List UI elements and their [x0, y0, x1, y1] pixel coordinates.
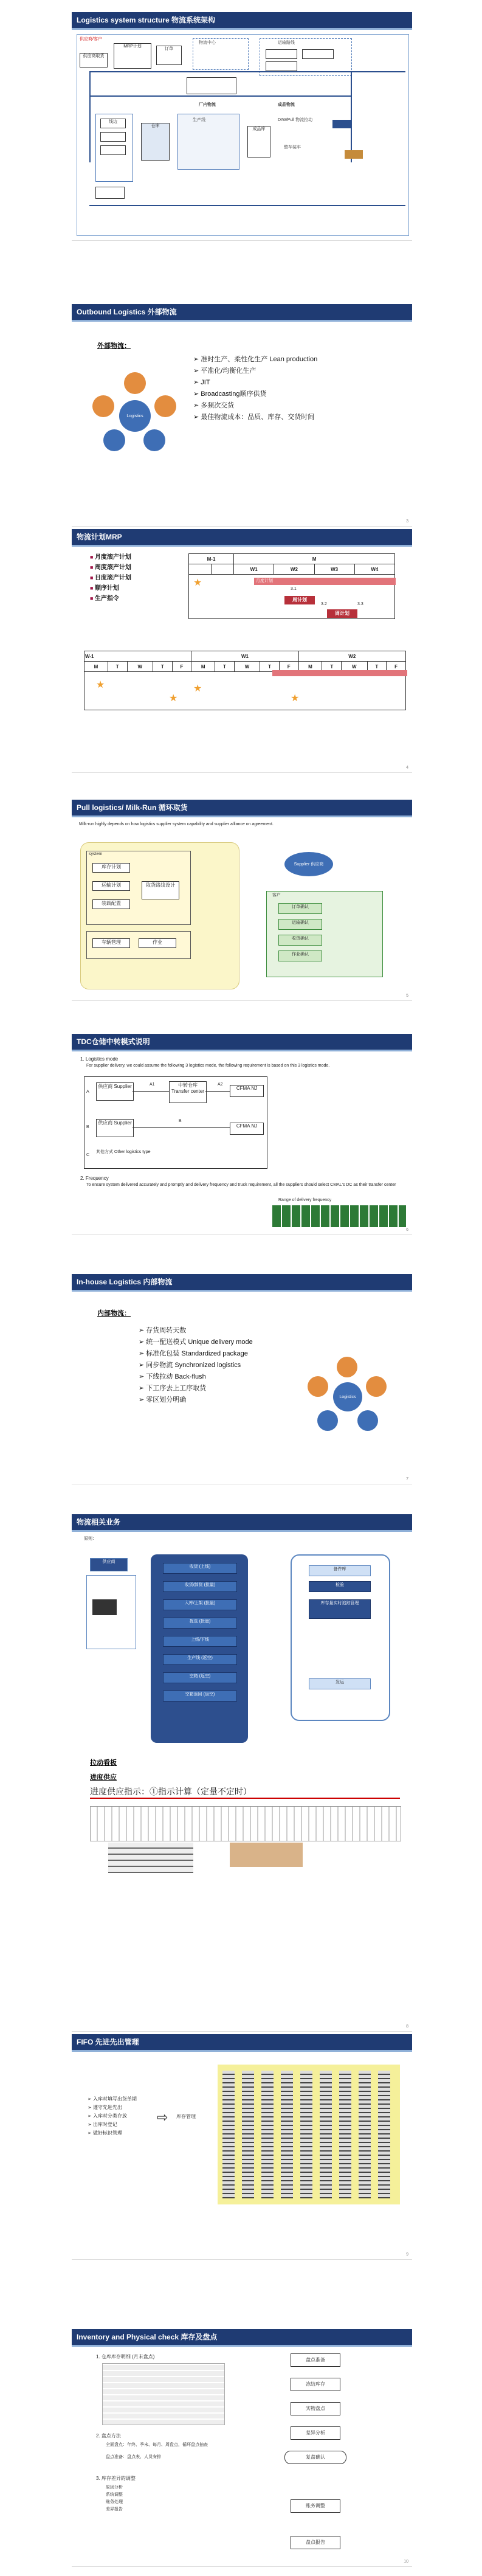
section-subtitle: 外部物流：	[97, 342, 131, 350]
cycle-circle-top	[124, 372, 146, 394]
list-item: ■ 顺序计划	[90, 583, 131, 594]
label-loading: 整车装车	[284, 145, 301, 150]
line-side-box-2	[100, 132, 126, 142]
mode-label: B	[86, 1125, 89, 1129]
flow-step: 盘点报告	[291, 2536, 340, 2549]
gantt-day	[84, 651, 406, 710]
slide-business	[72, 1514, 412, 2032]
line-h1	[89, 71, 405, 72]
process-step: 上线/下线	[163, 1636, 237, 1647]
gantt-header: M-1	[189, 554, 234, 564]
bar-label: 3.2	[321, 602, 327, 606]
process-step: 入库/上架 (批量)	[163, 1599, 237, 1610]
list-item: ➢ 遵守先进先出	[88, 2103, 137, 2112]
arrow-a1: A1	[150, 1082, 155, 1087]
list-item: ➢ 下线拉动 Back-flush	[139, 1371, 253, 1383]
box-mrp: MRP计划	[114, 43, 151, 69]
gantt-cell	[212, 564, 234, 575]
page-number: 6	[406, 1228, 408, 1232]
rack	[222, 2071, 235, 2198]
list-item: ➢ 最佳物流成本：品质、库存、交货时间	[193, 412, 317, 423]
supplier-box-b: 供应商 Supplier	[96, 1119, 134, 1137]
step-order: 订单确认	[278, 903, 322, 914]
rack	[261, 2071, 274, 2198]
right-step: 检验	[309, 1581, 371, 1592]
headline: 进度供应指示：①指示计算（定量不定时）	[90, 1785, 400, 1799]
mid-box-1	[187, 77, 236, 94]
truck-icon	[332, 120, 351, 128]
step-ops: 作业确认	[278, 950, 322, 961]
p1-heading: 1. 仓库库存明细 (月末盘点)	[96, 2354, 155, 2360]
mode-label: A	[86, 1090, 89, 1094]
gantt-day: T	[108, 662, 127, 672]
line-v1	[89, 71, 91, 162]
progress-strip	[90, 1806, 401, 1841]
flow-loading: 装载配置	[92, 899, 130, 909]
label-inhouse: 厂内物流	[199, 103, 216, 107]
gantt-day: M	[298, 662, 322, 672]
star-icon: ★	[193, 684, 202, 694]
list-item: ➢ 出库时登记	[88, 2121, 137, 2129]
line-a2	[205, 1091, 230, 1092]
p3-item: 系统调整	[106, 2493, 123, 2497]
gantt-cell	[189, 564, 212, 575]
arrow-right-icon: ⇨	[157, 2110, 168, 2125]
gantt-week: W1	[234, 564, 274, 575]
right-step: 库存量实时追踪管理	[309, 1599, 371, 1619]
cycle-circle-right	[366, 1376, 387, 1397]
gantt-header: W1	[191, 651, 298, 662]
gantt-header: W-1	[84, 651, 191, 662]
line-h3	[89, 205, 405, 206]
section-subtitle: 内部物流：	[97, 1310, 131, 1317]
step-transport: 运输确认	[278, 919, 322, 930]
page-number: 10	[404, 2560, 408, 2564]
p3-item: 账务处理	[106, 2500, 123, 2504]
list-item: ■ 月度滚产计划	[90, 552, 131, 563]
ship-icon	[345, 150, 363, 159]
page-number: 7	[406, 1477, 408, 1481]
page-number: 4	[406, 766, 408, 770]
fifo-list	[88, 2095, 137, 2138]
group-production	[177, 114, 239, 170]
line-v2	[351, 71, 352, 162]
list-item: ➢ 做好标识管理	[88, 2129, 137, 2138]
flow-step: 差异分析	[291, 2426, 340, 2440]
list-item: ➢ 多频次交货	[193, 400, 317, 412]
gantt-day: W	[234, 662, 260, 672]
box-warehouse: 仓库	[141, 123, 170, 161]
gantt-month	[188, 553, 395, 619]
inventory-label: 库存管理	[176, 2114, 196, 2119]
page-number: 9	[406, 2252, 408, 2257]
route-box-3	[266, 61, 297, 71]
cycle-circle-br	[143, 429, 165, 451]
star-icon: ★	[193, 578, 202, 588]
step-receive: 收货确认	[278, 935, 322, 946]
gantt-day: F	[172, 662, 191, 672]
line-a1	[133, 1091, 169, 1092]
architecture-frame	[77, 34, 409, 236]
p2-item: 盘点准备：盘点表、人员安排	[106, 2455, 161, 2459]
list-item: ➢ 准时生产、柔性化生产 Lean production	[193, 354, 317, 365]
description: Milk-run highly depends on how logistics supplier system capability and supplier alliance on agreement.	[79, 822, 274, 826]
label-route: 运输路线	[278, 41, 295, 45]
label-center: 物流中心	[199, 41, 216, 45]
gantt-week: W3	[314, 564, 354, 575]
slide-title: TDC仓储中转模式说明	[72, 1034, 412, 1051]
flow-step: 实物盘点	[291, 2402, 340, 2415]
flow-route-design: 取货路线设计	[142, 881, 179, 899]
cycle-circle-left	[92, 395, 114, 417]
slide-title: FIFO 先进先出管理	[72, 2034, 412, 2052]
cycle-circle-br	[357, 1410, 378, 1431]
right-step: 发运	[309, 1678, 371, 1689]
bar-weekly-1: 周计划	[284, 596, 315, 604]
gantt-day: T	[153, 662, 172, 672]
list-item: ■ 日度滚产计划	[90, 573, 131, 583]
page-number: 8	[406, 2024, 408, 2029]
right-step: 备件库	[309, 1565, 371, 1576]
gantt-header: W2	[298, 651, 405, 662]
process-step: 收货 (上线)	[163, 1563, 237, 1574]
star-icon: ★	[291, 693, 300, 704]
other-type: 其他方式 Other logistics type	[96, 1150, 151, 1154]
slide-title: 物流计划MRP	[72, 529, 412, 547]
list-item: ➢ 下工序去上工序取货	[139, 1383, 253, 1394]
gantt-day: T	[367, 662, 387, 672]
line-side-box-3	[100, 145, 126, 155]
p3-item: 原因分析	[106, 2485, 123, 2490]
line-b	[133, 1127, 230, 1128]
flow-step: 复盘确认	[284, 2451, 346, 2464]
gantt-week: W4	[354, 564, 394, 575]
rack	[320, 2071, 332, 2198]
outbound-list	[193, 354, 317, 423]
star-icon: ★	[96, 680, 105, 690]
flow-inventory: 库存计划	[92, 863, 130, 873]
gantt-day: M	[191, 662, 215, 672]
star-icon: ★	[169, 693, 178, 704]
list-item: ➢ Broadcasting顺序供货	[193, 389, 317, 400]
gantt-day: M	[84, 662, 108, 672]
slide-tdc	[72, 1034, 412, 1235]
process-step: 空箱 (返空)	[163, 1672, 237, 1683]
gantt-day: T	[215, 662, 235, 672]
gantt-header: M	[234, 554, 395, 564]
gantt-week: W2	[274, 564, 314, 575]
process-step: 收货/卸货 (批量)	[163, 1581, 237, 1592]
supplier-box-a: 供应商 Supplier	[96, 1082, 134, 1101]
rack-illustration	[108, 1843, 193, 1873]
box-fg: 成品库	[247, 126, 270, 158]
cfma-box-a: CFMA NJ	[230, 1085, 264, 1097]
customer-label: 客户	[272, 893, 281, 898]
slide-title: Outbound Logistics 外部物流	[72, 304, 412, 322]
flow-vehicle: 车辆管理	[92, 938, 130, 948]
gantt-day: W	[127, 662, 153, 672]
flow-step: 账务调整	[291, 2499, 340, 2513]
right-group	[291, 1554, 390, 1721]
flow-ops: 作业	[139, 938, 176, 948]
rack	[281, 2071, 293, 2198]
p3-heading: 3. 库存差异的调整	[96, 2476, 136, 2481]
label-finished: 成品物流	[278, 103, 295, 107]
p3-item: 差异报告	[106, 2507, 123, 2512]
list-item: ➢ 入库时分类存放	[88, 2112, 137, 2121]
process-step: 拣选 (批量)	[163, 1618, 237, 1629]
p2-item: 全面盘点：年终、季末、每月、周盘点，循环盘点抽查	[106, 2443, 208, 2447]
cycle-circle-bl	[317, 1410, 338, 1431]
intro: 原则：	[84, 1537, 97, 1541]
supplier-ellipse: Supplier 供应商	[284, 852, 333, 876]
slide-title: Inventory and Physical check 库存及盘点	[72, 2329, 412, 2347]
p2-heading: 2. 盘点方法	[96, 2433, 121, 2439]
slide-inventory	[72, 2329, 412, 2567]
bar-label: 3.3	[357, 602, 363, 606]
list-item: ■ 生产指令	[90, 594, 131, 604]
p2-desc: To ensure system delivered accurately and promptly and delivery frequency and truck requirement, all the suppliers should select CMAL's DC as their transfer center	[86, 1183, 396, 1187]
bar-weekly-2: 周计划	[327, 609, 357, 618]
box-line-side: 线边	[100, 119, 126, 128]
rack	[378, 2071, 390, 2198]
cycle-circle-right	[154, 395, 176, 417]
slide-title: Pull logistics/ Milk-Run 循环取货	[72, 800, 412, 817]
list-item: ➢ 存货周转天数	[139, 1325, 253, 1337]
gantt-day: F	[279, 662, 298, 672]
center-circle: Logistics	[333, 1382, 362, 1411]
rack	[339, 2071, 351, 2198]
list-item: ➢ 标准化包装 Standardized package	[139, 1348, 253, 1360]
slide-mrp	[72, 529, 412, 773]
gantt-day: T	[322, 662, 342, 672]
inventory-table	[102, 2363, 225, 2425]
system-label: system	[89, 852, 103, 856]
list-item: ➢ 同步物流 Synchronized logistics	[139, 1360, 253, 1371]
flow-step: 冻结库存	[291, 2378, 340, 2391]
page-number: 3	[406, 519, 408, 524]
box-order: 订单	[156, 46, 182, 65]
truck-icon	[92, 1599, 117, 1615]
transfer-box: 中转仓库 Transfer center	[169, 1081, 207, 1103]
center-circle: Logistics	[119, 400, 151, 432]
slide-title: 物流相关业务	[72, 1514, 412, 1532]
slide-inhouse	[72, 1274, 412, 1484]
list-item: ➢ 统一配送模式 Unique delivery mode	[139, 1337, 253, 1348]
label-pull: DIW/Pull 物流拉动	[278, 118, 313, 122]
list-item: ➢ 平准化/均衡化生产	[193, 365, 317, 377]
p1-heading: 1. Logistics mode	[80, 1056, 119, 1062]
bottom-box	[95, 187, 125, 199]
list-item: ➢ 零区划分明确	[139, 1394, 253, 1406]
slide-title: In-house Logistics 内部物流	[72, 1274, 412, 1292]
sub-heading-pull: 拉动看板	[90, 1759, 117, 1767]
gantt-day: T	[260, 662, 280, 672]
arrow-b: B	[179, 1119, 182, 1123]
rack	[359, 2071, 371, 2198]
cfma-box-b: CFMA NJ	[230, 1123, 264, 1135]
line-h2	[89, 95, 351, 97]
mrp-list	[90, 552, 131, 604]
list-item: ➢ JIT	[193, 377, 317, 389]
slide-architecture	[72, 12, 412, 241]
sub-heading-progress: 进度供应	[90, 1774, 117, 1781]
list-item: ■ 周度滚产计划	[90, 563, 131, 573]
gantt-day: F	[387, 662, 406, 672]
p2-heading: 2. Frequency	[80, 1175, 109, 1181]
bar-label: 3.1	[291, 587, 297, 591]
bar-monthly: 月度计划	[254, 578, 396, 585]
freq-table	[272, 1205, 406, 1227]
flow-step: 盘点准备	[291, 2353, 340, 2367]
slide-fifo	[72, 2034, 412, 2260]
inhouse-list	[139, 1325, 253, 1406]
process-step: 空箱返回 (返空)	[163, 1691, 237, 1702]
process-step: 生产线 (返空)	[163, 1654, 237, 1665]
list-item: ➢ 入库时填写出货单期	[88, 2095, 137, 2103]
page-number: 5	[406, 994, 408, 998]
mode-label: C	[86, 1153, 90, 1157]
cycle-circle-top	[337, 1357, 357, 1377]
left-supplier: 供应商	[90, 1558, 128, 1571]
freq-table-title: Range of delivery frequency	[278, 1198, 332, 1202]
label-production: 生产线	[193, 118, 205, 122]
box-pickup: 供应商取货	[80, 53, 108, 68]
cycle-circle-bl	[103, 429, 125, 451]
bar-day-plan	[272, 670, 407, 676]
cycle-circle-left	[308, 1376, 328, 1397]
arrow-a2: A2	[218, 1082, 223, 1087]
rack	[300, 2071, 312, 2198]
gantt-day: W	[342, 662, 367, 672]
gantt-body	[84, 672, 406, 710]
slide-outbound	[72, 304, 412, 527]
box-illustration	[230, 1843, 303, 1867]
route-box-1	[266, 49, 297, 59]
slide-title: Logistics system structure 物流系统架构	[72, 12, 412, 30]
label-supplier: 供应商/客户	[80, 37, 102, 41]
rack	[242, 2071, 254, 2198]
route-box-2	[302, 49, 334, 59]
slide-milkrun	[72, 800, 412, 1001]
p1-desc: For supplier delivery, we could assume the following 3 logistics mode, the following requirement is based on this 3 logistics mode.	[86, 1064, 330, 1068]
flow-transport: 运输计划	[92, 881, 130, 891]
